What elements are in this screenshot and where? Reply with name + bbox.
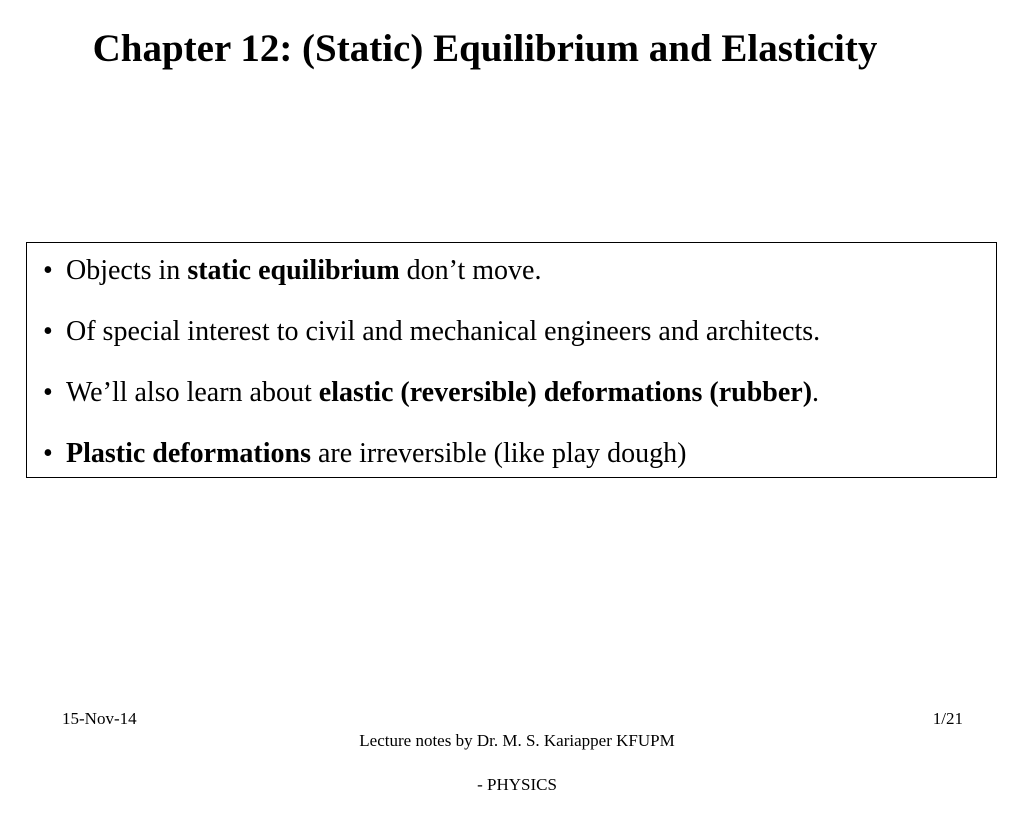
slide-title: Chapter 12: (Static) Equilibrium and Elasticity <box>92 27 878 70</box>
bullet-item-elastic-deformations <box>43 374 996 411</box>
bullet-text-bold: static equilibrium <box>187 255 400 286</box>
bullet-list <box>43 252 996 472</box>
page-number: 1/21 <box>932 709 963 728</box>
bullet-text-post: are irreversible (like play dough) <box>310 438 687 469</box>
footer-date: 15-Nov-14 <box>62 709 137 728</box>
footer-credits <box>312 708 722 818</box>
bullet-text-post: . <box>812 377 820 408</box>
bullet-text-pre: Objects in <box>66 255 188 286</box>
bullet-text-pre: We’ll also learn about <box>66 377 319 408</box>
bullet-dot-icon: • <box>43 316 53 347</box>
bullet-text-mid: reversible <box>409 377 528 408</box>
footer-credits-line-2: - PHYSICS <box>477 775 557 794</box>
bullet-dot-icon: • <box>43 255 53 286</box>
bullet-text: Of special interest to civil and mechanical engineers and architects. <box>66 316 821 347</box>
bullet-text-bold-1: elastic ( <box>318 377 410 408</box>
bullet-text-bold-2: ) deformations (rubber) <box>527 377 813 408</box>
bullet-text-post: don’t move. <box>399 255 542 286</box>
bullet-text-bold: Plastic deformations <box>66 438 311 469</box>
bullet-dot-icon: • <box>43 377 53 408</box>
bullet-dot-icon: • <box>43 438 53 469</box>
bullet-item-static-equilibrium <box>43 252 996 289</box>
bullet-item-special-interest <box>43 313 996 350</box>
bullet-item-plastic-deformations <box>43 435 996 472</box>
footer-credits-line-1: Lecture notes by Dr. M. S. Kariapper KFUPM <box>359 731 675 750</box>
bullet-box <box>26 242 997 478</box>
